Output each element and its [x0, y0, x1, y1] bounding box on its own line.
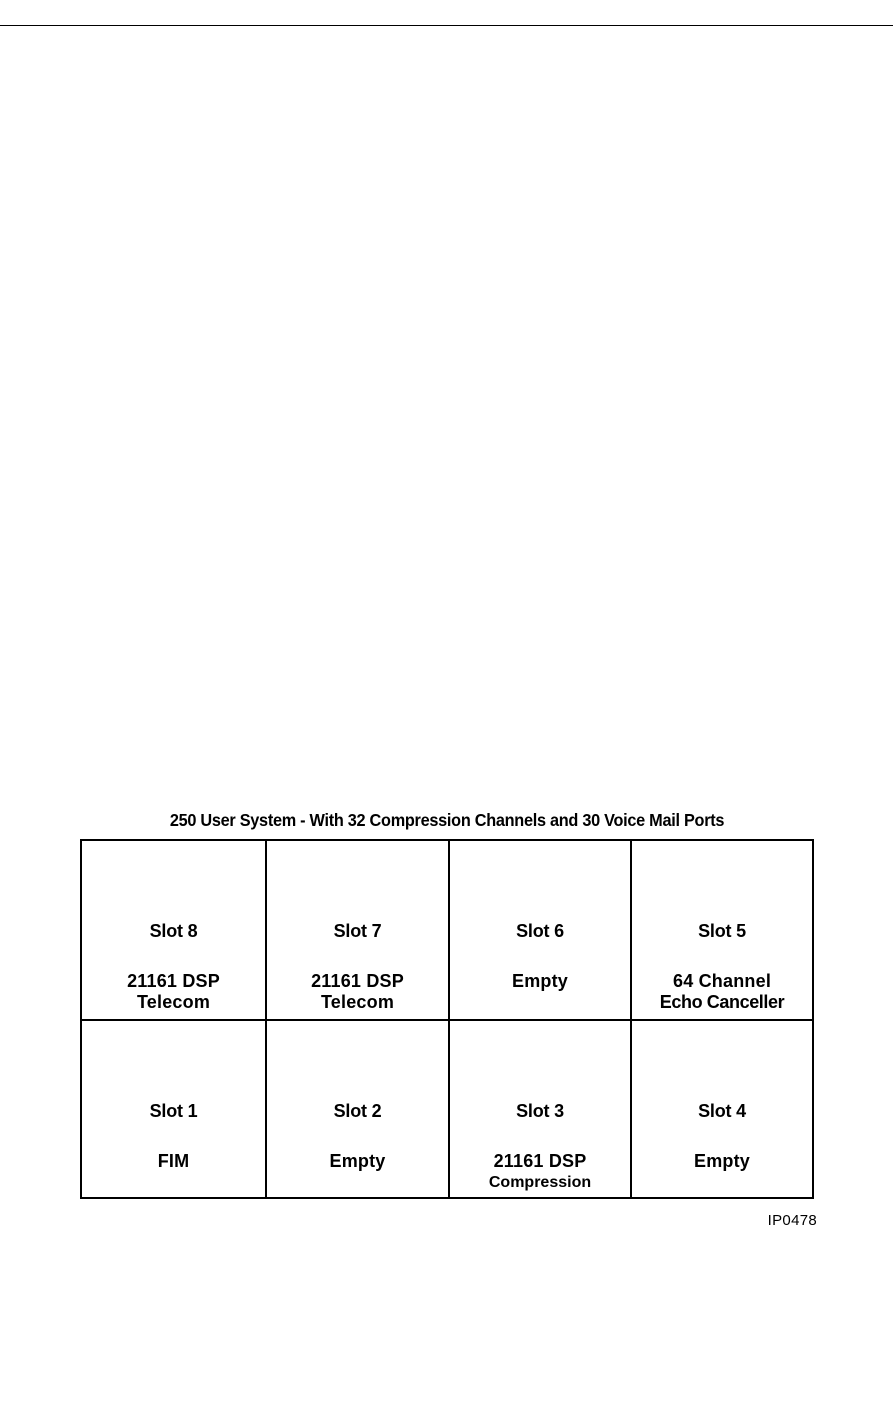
- slot-content-line: 21161 DSP: [493, 1151, 587, 1171]
- slot-content-line: Empty: [511, 971, 568, 991]
- slot-5-cell: [632, 841, 812, 1021]
- slot-label: Slot 6: [516, 921, 564, 941]
- slot-label: Slot 5: [698, 921, 746, 941]
- slot-layout-grid: [80, 839, 814, 1199]
- slot-label: Slot 1: [149, 1101, 198, 1121]
- slot-4-cell: [632, 1021, 812, 1197]
- header-rule: [0, 25, 893, 26]
- slot-content: [632, 1151, 812, 1172]
- figure-id: IP0478: [767, 1212, 817, 1229]
- figure-title: 250 User System - With 32 Compression Channels and 30 Voice Mail Ports: [169, 810, 725, 830]
- slot-3-cell: [450, 1021, 632, 1197]
- slot-label: Slot 4: [698, 1101, 746, 1121]
- slot-2-cell: [267, 1021, 450, 1197]
- slot-content: [82, 1151, 265, 1172]
- slot-label: Slot 7: [333, 921, 382, 941]
- slot-label: Slot 8: [149, 921, 198, 941]
- slot-content: [632, 971, 812, 1013]
- slot-content: [82, 971, 265, 1013]
- slot-label: Slot 3: [516, 1101, 564, 1121]
- slot-content-line: Compression: [488, 1174, 592, 1191]
- slot-content: [267, 971, 448, 1013]
- slot-content-line: Telecom: [320, 992, 395, 1012]
- slot-1-cell: [82, 1021, 267, 1197]
- slot-content: [267, 1151, 448, 1172]
- slot-7-cell: [267, 841, 450, 1021]
- slot-label: Slot 2: [333, 1101, 382, 1121]
- slot-content: [450, 971, 630, 992]
- slot-content: [450, 1151, 630, 1194]
- slot-content-line: Empty: [329, 1151, 386, 1171]
- slot-content-line: FIM: [157, 1151, 190, 1171]
- slot-content-line: 21161 DSP: [127, 971, 220, 991]
- slot-content-line: Echo Canceller: [659, 992, 785, 1012]
- slot-content-line: Telecom: [136, 992, 211, 1012]
- slot-content-line: 64 Channel: [672, 971, 772, 991]
- slot-content-line: 21161 DSP: [311, 971, 404, 991]
- slot-6-cell: [450, 841, 632, 1021]
- slot-8-cell: [82, 841, 267, 1021]
- slot-content-line: Empty: [693, 1151, 750, 1171]
